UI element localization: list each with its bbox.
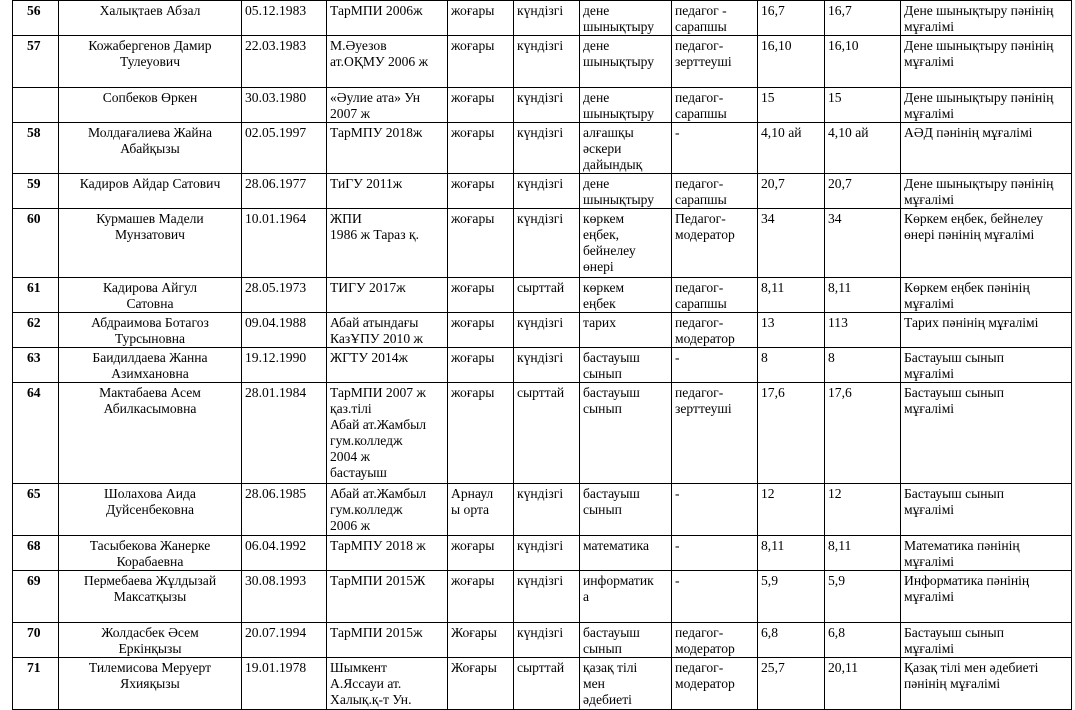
total-experience-cell: 15 <box>758 88 825 123</box>
total-experience-cell: 12 <box>758 484 825 536</box>
row-number-cell: 56 <box>13 1 59 36</box>
table-row <box>13 36 1072 88</box>
position-title-cell: АӘД пәнінің мұғалімі <box>901 123 1072 174</box>
pedagogical-experience-cell: 12 <box>825 484 901 536</box>
row-number-cell: 63 <box>13 348 59 383</box>
total-experience-cell: 34 <box>758 209 825 278</box>
employee-name-cell: Пермебаева Жұлдызай Максатқызы <box>59 571 242 623</box>
pedagogical-experience-cell: 34 <box>825 209 901 278</box>
row-number-cell: 65 <box>13 484 59 536</box>
position-title-cell: Информатика пәнінің мұғалімі <box>901 571 1072 623</box>
pedagogical-experience-cell: 8 <box>825 348 901 383</box>
education-institution-cell: ТарМПИ 2015ж <box>327 623 448 658</box>
specialty-subject-cell: тарих <box>580 313 672 348</box>
education-institution-cell: «Әулие ата» Ун 2007 ж <box>327 88 448 123</box>
specialty-subject-cell: көркем еңбек <box>580 278 672 313</box>
position-title-cell: Дене шынықтыру пәнінің мұғалімі <box>901 1 1072 36</box>
pedagogical-experience-cell: 6,8 <box>825 623 901 658</box>
education-institution-cell: ТарМПИ 2015Ж <box>327 571 448 623</box>
pedagogical-experience-cell: 20,11 <box>825 658 901 710</box>
qualification-category-cell: педагог- сарапшы <box>672 174 758 209</box>
birth-date-cell: 06.04.1992 <box>242 536 327 571</box>
position-title-cell: Көркем еңбек, бейнелеу өнері пәнінің мұғалімі <box>901 209 1072 278</box>
education-institution-cell: ТиГУ 2011ж <box>327 174 448 209</box>
row-number-cell: 70 <box>13 623 59 658</box>
study-form-cell: күндізгі <box>514 623 580 658</box>
specialty-subject-cell: информатик а <box>580 571 672 623</box>
employee-name-cell: Кадиров Айдар Сатович <box>59 174 242 209</box>
table-row <box>13 383 1072 484</box>
position-title-cell: Бастауыш сынып мұғалімі <box>901 484 1072 536</box>
education-level-cell: жоғары <box>448 383 514 484</box>
birth-date-cell: 02.05.1997 <box>242 123 327 174</box>
table-row <box>13 123 1072 174</box>
qualification-category-cell: педагог- сарапшы <box>672 278 758 313</box>
employee-name-cell: Абдраимова Ботагоз Турсыновна <box>59 313 242 348</box>
study-form-cell: сырттай <box>514 658 580 710</box>
specialty-subject-cell: бастауыш сынып <box>580 383 672 484</box>
staff-table-page <box>12 0 1072 710</box>
employee-name-cell: Жолдасбек Әсем Еркінқызы <box>59 623 242 658</box>
qualification-category-cell: педагог- сарапшы <box>672 88 758 123</box>
position-title-cell: Қазақ тілі мен әдебиеті пәнінің мұғалімі <box>901 658 1072 710</box>
total-experience-cell: 8,11 <box>758 278 825 313</box>
table-row <box>13 1 1072 36</box>
education-institution-cell: ТИГУ 2017ж <box>327 278 448 313</box>
education-level-cell: жоғары <box>448 1 514 36</box>
table-row <box>13 278 1072 313</box>
birth-date-cell: 30.03.1980 <box>242 88 327 123</box>
study-form-cell: сырттай <box>514 383 580 484</box>
birth-date-cell: 19.12.1990 <box>242 348 327 383</box>
education-institution-cell: Шымкент А.Яссауи ат. Халық.қ-т Ун. <box>327 658 448 710</box>
specialty-subject-cell: бастауыш сынып <box>580 484 672 536</box>
birth-date-cell: 19.01.1978 <box>242 658 327 710</box>
education-institution-cell: Абай атындағы КазҰПУ 2010 ж <box>327 313 448 348</box>
birth-date-cell: 20.07.1994 <box>242 623 327 658</box>
birth-date-cell: 28.06.1985 <box>242 484 327 536</box>
specialty-subject-cell: бастауыш сынып <box>580 348 672 383</box>
specialty-subject-cell: дене шынықтыру <box>580 36 672 88</box>
specialty-subject-cell: көркем еңбек, бейнелеу өнері <box>580 209 672 278</box>
education-level-cell: жоғары <box>448 36 514 88</box>
study-form-cell: күндізгі <box>514 536 580 571</box>
education-level-cell: жоғары <box>448 174 514 209</box>
education-level-cell: жоғары <box>448 348 514 383</box>
position-title-cell: Көркем еңбек пәнінің мұғалімі <box>901 278 1072 313</box>
total-experience-cell: 20,7 <box>758 174 825 209</box>
study-form-cell: күндізгі <box>514 313 580 348</box>
employee-name-cell: Шолахова Аида Дуйсенбековна <box>59 484 242 536</box>
table-row <box>13 571 1072 623</box>
qualification-category-cell: педагог- модератор <box>672 658 758 710</box>
specialty-subject-cell: дене шынықтыру <box>580 174 672 209</box>
staff-table-body <box>13 1 1072 710</box>
education-level-cell: жоғары <box>448 123 514 174</box>
study-form-cell: күндізгі <box>514 36 580 88</box>
birth-date-cell: 22.03.1983 <box>242 36 327 88</box>
table-row <box>13 313 1072 348</box>
row-number-cell <box>13 88 59 123</box>
table-row <box>13 623 1072 658</box>
education-institution-cell: ТарМПУ 2018ж <box>327 123 448 174</box>
study-form-cell: күндізгі <box>514 571 580 623</box>
total-experience-cell: 13 <box>758 313 825 348</box>
qualification-category-cell: педагог- зерттеуші <box>672 36 758 88</box>
education-level-cell: Жоғары <box>448 658 514 710</box>
row-number-cell: 60 <box>13 209 59 278</box>
employee-name-cell: Кадирова Айгул Сатовна <box>59 278 242 313</box>
employee-name-cell: Баидилдаева Жанна Азимхановна <box>59 348 242 383</box>
education-institution-cell: ЖГТУ 2014ж <box>327 348 448 383</box>
pedagogical-experience-cell: 8,11 <box>825 278 901 313</box>
education-institution-cell: ТарМПУ 2018 ж <box>327 536 448 571</box>
pedagogical-experience-cell: 17,6 <box>825 383 901 484</box>
total-experience-cell: 16,7 <box>758 1 825 36</box>
position-title-cell: Дене шынықтыру пәнінің мұғалімі <box>901 174 1072 209</box>
education-institution-cell: М.Әуезов ат.ОҚМУ 2006 ж <box>327 36 448 88</box>
birth-date-cell: 28.01.1984 <box>242 383 327 484</box>
pedagogical-experience-cell: 5,9 <box>825 571 901 623</box>
study-form-cell: күндізгі <box>514 348 580 383</box>
position-title-cell: Дене шынықтыру пәнінің мұғалімі <box>901 36 1072 88</box>
study-form-cell: күндізгі <box>514 1 580 36</box>
total-experience-cell: 16,10 <box>758 36 825 88</box>
total-experience-cell: 25,7 <box>758 658 825 710</box>
education-institution-cell: ЖПИ 1986 ж Тараз қ. <box>327 209 448 278</box>
table-row <box>13 536 1072 571</box>
birth-date-cell: 30.08.1993 <box>242 571 327 623</box>
row-number-cell: 58 <box>13 123 59 174</box>
study-form-cell: күндізгі <box>514 209 580 278</box>
employee-name-cell: Курмашев Мадели Мунзатович <box>59 209 242 278</box>
pedagogical-experience-cell: 20,7 <box>825 174 901 209</box>
qualification-category-cell: педагог - сарапшы <box>672 1 758 36</box>
employee-name-cell: Сопбеков Өркен <box>59 88 242 123</box>
education-institution-cell: ТарМПИ 2007 ж қаз.тілі Абай ат.Жамбыл гум.колледж 2004 ж бастауыш <box>327 383 448 484</box>
row-number-cell: 62 <box>13 313 59 348</box>
row-number-cell: 59 <box>13 174 59 209</box>
specialty-subject-cell: алғашқы әскери дайындық <box>580 123 672 174</box>
qualification-category-cell: Педагог- модератор <box>672 209 758 278</box>
total-experience-cell: 6,8 <box>758 623 825 658</box>
table-row <box>13 209 1072 278</box>
birth-date-cell: 05.12.1983 <box>242 1 327 36</box>
position-title-cell: Бастауыш сынып мұғалімі <box>901 348 1072 383</box>
employee-name-cell: Кожабергенов Дамир Тулеуович <box>59 36 242 88</box>
education-level-cell: жоғары <box>448 278 514 313</box>
employee-name-cell: Молдағалиева Жайна Абайқызы <box>59 123 242 174</box>
total-experience-cell: 8,11 <box>758 536 825 571</box>
employee-name-cell: Халықтаев Абзал <box>59 1 242 36</box>
pedagogical-experience-cell: 15 <box>825 88 901 123</box>
education-level-cell: жоғары <box>448 313 514 348</box>
education-level-cell: Арнаул ы орта <box>448 484 514 536</box>
pedagogical-experience-cell: 16,10 <box>825 36 901 88</box>
total-experience-cell: 5,9 <box>758 571 825 623</box>
qualification-category-cell: - <box>672 123 758 174</box>
education-institution-cell: ТарМПИ 2006ж <box>327 1 448 36</box>
education-level-cell: жоғары <box>448 88 514 123</box>
position-title-cell: Бастауыш сынып мұғалімі <box>901 623 1072 658</box>
qualification-category-cell: - <box>672 484 758 536</box>
table-row <box>13 348 1072 383</box>
specialty-subject-cell: дене шынықтыру <box>580 1 672 36</box>
study-form-cell: күндізгі <box>514 88 580 123</box>
total-experience-cell: 4,10 ай <box>758 123 825 174</box>
education-level-cell: Жоғары <box>448 623 514 658</box>
row-number-cell: 57 <box>13 36 59 88</box>
position-title-cell: Математика пәнінің мұғалімі <box>901 536 1072 571</box>
total-experience-cell: 8 <box>758 348 825 383</box>
study-form-cell: күндізгі <box>514 484 580 536</box>
education-level-cell: жоғары <box>448 209 514 278</box>
total-experience-cell: 17,6 <box>758 383 825 484</box>
row-number-cell: 71 <box>13 658 59 710</box>
pedagogical-experience-cell: 113 <box>825 313 901 348</box>
qualification-category-cell: - <box>672 571 758 623</box>
qualification-category-cell: педагог- зерттеуші <box>672 383 758 484</box>
table-row <box>13 174 1072 209</box>
birth-date-cell: 09.04.1988 <box>242 313 327 348</box>
education-level-cell: жоғары <box>448 536 514 571</box>
specialty-subject-cell: математика <box>580 536 672 571</box>
row-number-cell: 68 <box>13 536 59 571</box>
study-form-cell: сырттай <box>514 278 580 313</box>
study-form-cell: күндізгі <box>514 123 580 174</box>
pedagogical-experience-cell: 4,10 ай <box>825 123 901 174</box>
specialty-subject-cell: қазақ тілі мен әдебиеті <box>580 658 672 710</box>
birth-date-cell: 28.06.1977 <box>242 174 327 209</box>
birth-date-cell: 10.01.1964 <box>242 209 327 278</box>
education-level-cell: жоғары <box>448 571 514 623</box>
study-form-cell: күндізгі <box>514 174 580 209</box>
birth-date-cell: 28.05.1973 <box>242 278 327 313</box>
position-title-cell: Тарих пәнінің мұғалімі <box>901 313 1072 348</box>
row-number-cell: 64 <box>13 383 59 484</box>
table-row <box>13 88 1072 123</box>
row-number-cell: 69 <box>13 571 59 623</box>
education-institution-cell: Абай ат.Жамбыл гум.колледж 2006 ж <box>327 484 448 536</box>
qualification-category-cell: педагог- модератор <box>672 313 758 348</box>
employee-name-cell: Тасыбекова Жанерке Корабаевна <box>59 536 242 571</box>
position-title-cell: Дене шынықтыру пәнінің мұғалімі <box>901 88 1072 123</box>
specialty-subject-cell: дене шынықтыру <box>580 88 672 123</box>
qualification-category-cell: педагог- модератор <box>672 623 758 658</box>
employee-name-cell: Мактабаева Асем Абилкасымовна <box>59 383 242 484</box>
qualification-category-cell: - <box>672 348 758 383</box>
pedagogical-experience-cell: 8,11 <box>825 536 901 571</box>
qualification-category-cell: - <box>672 536 758 571</box>
staff-table <box>12 0 1072 710</box>
table-row <box>13 484 1072 536</box>
table-row <box>13 658 1072 710</box>
employee-name-cell: Тилемисова Меруерт Яхияқызы <box>59 658 242 710</box>
pedagogical-experience-cell: 16,7 <box>825 1 901 36</box>
row-number-cell: 61 <box>13 278 59 313</box>
position-title-cell: Бастауыш сынып мұғалімі <box>901 383 1072 484</box>
specialty-subject-cell: бастауыш сынып <box>580 623 672 658</box>
